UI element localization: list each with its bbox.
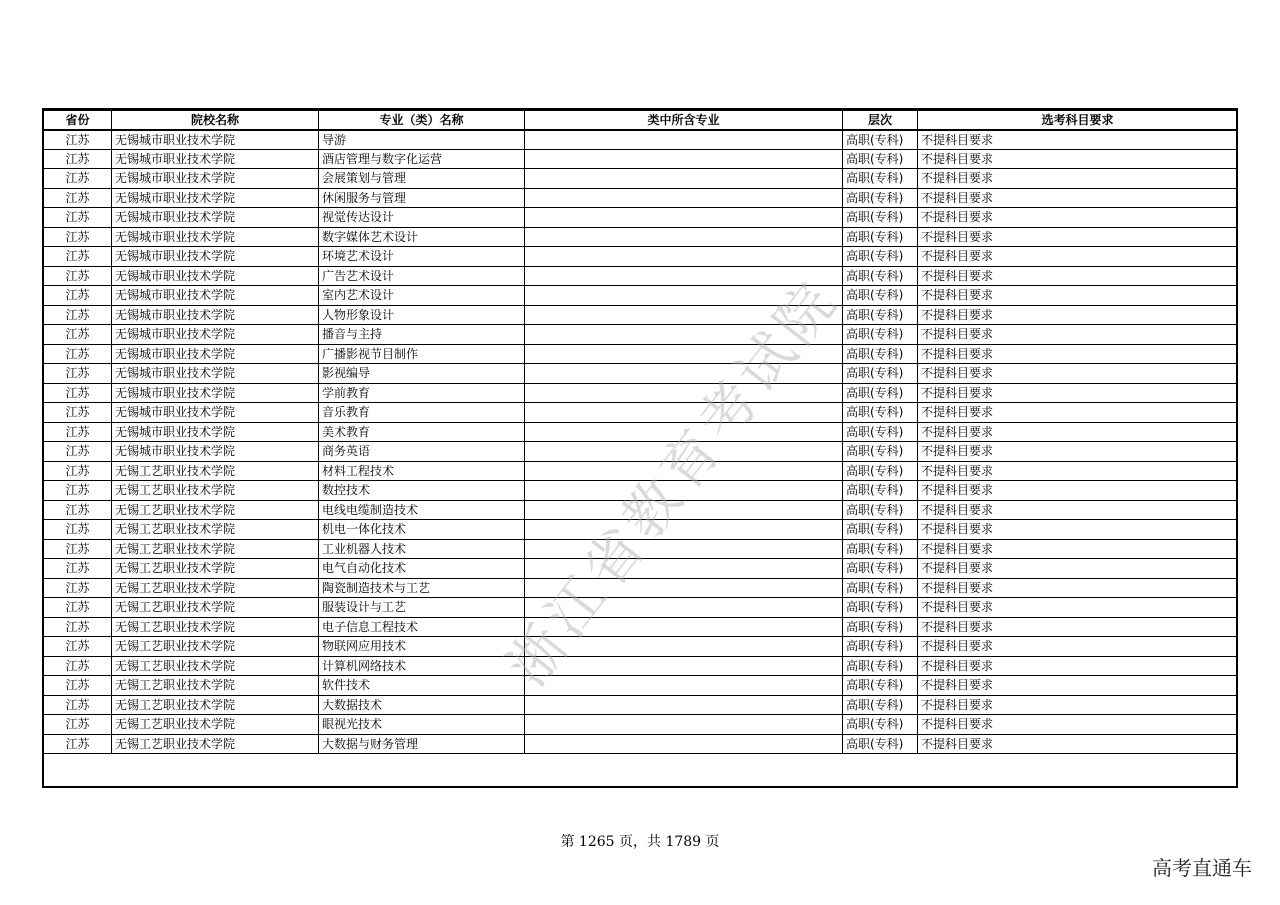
cell-major: 陶瓷制造技术与工艺 (319, 578, 525, 598)
cell-province: 江苏 (44, 656, 112, 676)
header-school: 院校名称 (112, 110, 319, 130)
cell-school: 无锡城市职业技术学院 (112, 422, 319, 442)
cell-included-majors (525, 442, 843, 462)
cell-province: 江苏 (44, 481, 112, 501)
cell-level: 高职(专科) (843, 266, 918, 286)
cell-included-majors (525, 208, 843, 228)
cell-school: 无锡工艺职业技术学院 (112, 617, 319, 637)
cell-level: 高职(专科) (843, 656, 918, 676)
table-row (44, 325, 1238, 345)
cell-included-majors (525, 598, 843, 618)
cell-included-majors (525, 247, 843, 267)
cell-level: 高职(专科) (843, 617, 918, 637)
cell-province: 江苏 (44, 208, 112, 228)
cell-school: 无锡城市职业技术学院 (112, 130, 319, 150)
cell-school: 无锡工艺职业技术学院 (112, 598, 319, 618)
table-row (44, 266, 1238, 286)
cell-included-majors (525, 403, 843, 423)
cell-subject-requirement: 不提科目要求 (918, 656, 1238, 676)
table-row (44, 442, 1238, 462)
cell-province: 江苏 (44, 520, 112, 540)
cell-included-majors (525, 578, 843, 598)
page-footer: 第 1265 页，共 1789 页 (560, 834, 720, 850)
cell-school: 无锡工艺职业技术学院 (112, 461, 319, 481)
table-row (44, 734, 1238, 754)
cell-level: 高职(专科) (843, 500, 918, 520)
cell-major: 大数据技术 (319, 695, 525, 715)
cell-level: 高职(专科) (843, 442, 918, 462)
cell-included-majors (525, 461, 843, 481)
cell-major: 软件技术 (319, 676, 525, 696)
cell-included-majors (525, 344, 843, 364)
table-row (44, 344, 1238, 364)
header-level: 层次 (843, 110, 918, 130)
cell-province: 江苏 (44, 637, 112, 657)
cell-subject-requirement: 不提科目要求 (918, 130, 1238, 150)
cell-school: 无锡城市职业技术学院 (112, 247, 319, 267)
cell-school: 无锡工艺职业技术学院 (112, 676, 319, 696)
cell-school: 无锡城市职业技术学院 (112, 305, 319, 325)
cell-level: 高职(专科) (843, 695, 918, 715)
cell-school: 无锡城市职业技术学院 (112, 344, 319, 364)
table-row (44, 305, 1238, 325)
cell-level: 高职(专科) (843, 169, 918, 189)
cell-province: 江苏 (44, 344, 112, 364)
table-row (44, 481, 1238, 501)
cell-province: 江苏 (44, 539, 112, 559)
cell-school: 无锡城市职业技术学院 (112, 383, 319, 403)
cell-level: 高职(专科) (843, 422, 918, 442)
cell-subject-requirement: 不提科目要求 (918, 325, 1238, 345)
header-subject-requirement: 选考科目要求 (918, 110, 1238, 130)
table-row (44, 149, 1238, 169)
table-row (44, 559, 1238, 579)
cell-subject-requirement: 不提科目要求 (918, 286, 1238, 306)
cell-school: 无锡城市职业技术学院 (112, 442, 319, 462)
table-row (44, 676, 1238, 696)
table-row (44, 520, 1238, 540)
header-included-majors: 类中所含专业 (525, 110, 843, 130)
cell-included-majors (525, 169, 843, 189)
cell-school: 无锡工艺职业技术学院 (112, 715, 319, 735)
table-row (44, 598, 1238, 618)
cell-subject-requirement: 不提科目要求 (918, 344, 1238, 364)
cell-level: 高职(专科) (843, 715, 918, 735)
cell-province: 江苏 (44, 442, 112, 462)
cell-province: 江苏 (44, 578, 112, 598)
cell-included-majors (525, 383, 843, 403)
cell-subject-requirement: 不提科目要求 (918, 442, 1238, 462)
table-header-row (44, 110, 1238, 130)
cell-province: 江苏 (44, 325, 112, 345)
cell-major: 大数据与财务管理 (319, 734, 525, 754)
cell-province: 江苏 (44, 247, 112, 267)
cell-major: 学前教育 (319, 383, 525, 403)
cell-school: 无锡工艺职业技术学院 (112, 637, 319, 657)
cell-province: 江苏 (44, 500, 112, 520)
cell-subject-requirement: 不提科目要求 (918, 247, 1238, 267)
cell-province: 江苏 (44, 266, 112, 286)
cell-province: 江苏 (44, 383, 112, 403)
cell-major: 影视编导 (319, 364, 525, 384)
cell-included-majors (525, 227, 843, 247)
cell-level: 高职(专科) (843, 247, 918, 267)
cell-province: 江苏 (44, 188, 112, 208)
cell-province: 江苏 (44, 734, 112, 754)
table-row (44, 578, 1238, 598)
cell-level: 高职(专科) (843, 481, 918, 501)
cell-major: 广告艺术设计 (319, 266, 525, 286)
cell-major: 电气自动化技术 (319, 559, 525, 579)
cell-included-majors (525, 266, 843, 286)
cell-included-majors (525, 188, 843, 208)
cell-level: 高职(专科) (843, 637, 918, 657)
cell-level: 高职(专科) (843, 130, 918, 150)
cell-school: 无锡工艺职业技术学院 (112, 695, 319, 715)
cell-included-majors (525, 676, 843, 696)
cell-major: 休闲服务与管理 (319, 188, 525, 208)
cell-included-majors (525, 500, 843, 520)
cell-subject-requirement: 不提科目要求 (918, 461, 1238, 481)
cell-major: 导游 (319, 130, 525, 150)
table-row (44, 422, 1238, 442)
cell-province: 江苏 (44, 715, 112, 735)
cell-school: 无锡城市职业技术学院 (112, 364, 319, 384)
cell-level: 高职(专科) (843, 559, 918, 579)
cell-subject-requirement: 不提科目要求 (918, 539, 1238, 559)
admission-table (43, 109, 1238, 754)
cell-school: 无锡城市职业技术学院 (112, 227, 319, 247)
cell-province: 江苏 (44, 676, 112, 696)
cell-included-majors (525, 539, 843, 559)
cell-subject-requirement: 不提科目要求 (918, 305, 1238, 325)
table-row (44, 461, 1238, 481)
cell-school: 无锡城市职业技术学院 (112, 325, 319, 345)
table-row (44, 169, 1238, 189)
cell-included-majors (525, 637, 843, 657)
table-row (44, 227, 1238, 247)
cell-subject-requirement: 不提科目要求 (918, 578, 1238, 598)
cell-level: 高职(专科) (843, 578, 918, 598)
table-row (44, 715, 1238, 735)
cell-school: 无锡工艺职业技术学院 (112, 578, 319, 598)
cell-school: 无锡城市职业技术学院 (112, 286, 319, 306)
cell-subject-requirement: 不提科目要求 (918, 637, 1238, 657)
cell-level: 高职(专科) (843, 598, 918, 618)
cell-major: 电子信息工程技术 (319, 617, 525, 637)
cell-province: 江苏 (44, 559, 112, 579)
cell-level: 高职(专科) (843, 188, 918, 208)
table-row (44, 637, 1238, 657)
cell-included-majors (525, 481, 843, 501)
cell-subject-requirement: 不提科目要求 (918, 617, 1238, 637)
cell-subject-requirement: 不提科目要求 (918, 734, 1238, 754)
cell-subject-requirement: 不提科目要求 (918, 559, 1238, 579)
cell-subject-requirement: 不提科目要求 (918, 715, 1238, 735)
cell-province: 江苏 (44, 598, 112, 618)
cell-school: 无锡城市职业技术学院 (112, 208, 319, 228)
table-row (44, 539, 1238, 559)
cell-subject-requirement: 不提科目要求 (918, 520, 1238, 540)
cell-major: 播音与主持 (319, 325, 525, 345)
cell-level: 高职(专科) (843, 149, 918, 169)
cell-level: 高职(专科) (843, 520, 918, 540)
table-row (44, 364, 1238, 384)
cell-major: 眼视光技术 (319, 715, 525, 735)
header-major: 专业（类）名称 (319, 110, 525, 130)
cell-level: 高职(专科) (843, 403, 918, 423)
cell-level: 高职(专科) (843, 286, 918, 306)
cell-school: 无锡城市职业技术学院 (112, 266, 319, 286)
cell-major: 电线电缆制造技术 (319, 500, 525, 520)
table-row (44, 695, 1238, 715)
table-row (44, 130, 1238, 150)
cell-included-majors (525, 734, 843, 754)
cell-school: 无锡工艺职业技术学院 (112, 734, 319, 754)
cell-level: 高职(专科) (843, 383, 918, 403)
cell-major: 室内艺术设计 (319, 286, 525, 306)
cell-major: 物联网应用技术 (319, 637, 525, 657)
cell-province: 江苏 (44, 695, 112, 715)
cell-subject-requirement: 不提科目要求 (918, 266, 1238, 286)
cell-major: 人物形象设计 (319, 305, 525, 325)
cell-subject-requirement: 不提科目要求 (918, 383, 1238, 403)
cell-province: 江苏 (44, 130, 112, 150)
cell-major: 计算机网络技术 (319, 656, 525, 676)
cell-subject-requirement: 不提科目要求 (918, 481, 1238, 501)
cell-subject-requirement: 不提科目要求 (918, 169, 1238, 189)
cell-included-majors (525, 520, 843, 540)
cell-province: 江苏 (44, 149, 112, 169)
cell-province: 江苏 (44, 461, 112, 481)
table-row (44, 383, 1238, 403)
watermark: 浙江省教育考试院 (495, 267, 852, 699)
cell-level: 高职(专科) (843, 305, 918, 325)
table-row (44, 188, 1238, 208)
cell-included-majors (525, 130, 843, 150)
cell-school: 无锡工艺职业技术学院 (112, 656, 319, 676)
cell-province: 江苏 (44, 305, 112, 325)
cell-included-majors (525, 364, 843, 384)
cell-major: 广播影视节目制作 (319, 344, 525, 364)
cell-major: 音乐教育 (319, 403, 525, 423)
cell-school: 无锡城市职业技术学院 (112, 403, 319, 423)
cell-province: 江苏 (44, 169, 112, 189)
header-province: 省份 (44, 110, 112, 130)
cell-major: 美术教育 (319, 422, 525, 442)
cell-province: 江苏 (44, 422, 112, 442)
cell-level: 高职(专科) (843, 364, 918, 384)
cell-subject-requirement: 不提科目要求 (918, 149, 1238, 169)
cell-subject-requirement: 不提科目要求 (918, 676, 1238, 696)
cell-major: 服装设计与工艺 (319, 598, 525, 618)
table-row (44, 617, 1238, 637)
cell-subject-requirement: 不提科目要求 (918, 422, 1238, 442)
cell-subject-requirement: 不提科目要求 (918, 188, 1238, 208)
cell-school: 无锡工艺职业技术学院 (112, 539, 319, 559)
cell-school: 无锡城市职业技术学院 (112, 188, 319, 208)
cell-included-majors (525, 149, 843, 169)
cell-included-majors (525, 286, 843, 306)
cell-major: 数字媒体艺术设计 (319, 227, 525, 247)
table-row (44, 656, 1238, 676)
cell-major: 会展策划与管理 (319, 169, 525, 189)
cell-subject-requirement: 不提科目要求 (918, 364, 1238, 384)
cell-subject-requirement: 不提科目要求 (918, 500, 1238, 520)
cell-school: 无锡城市职业技术学院 (112, 169, 319, 189)
cell-school: 无锡工艺职业技术学院 (112, 481, 319, 501)
corner-logo: 高考直通车 (1152, 856, 1252, 880)
table-row (44, 286, 1238, 306)
cell-subject-requirement: 不提科目要求 (918, 598, 1238, 618)
table-row (44, 247, 1238, 267)
cell-school: 无锡工艺职业技术学院 (112, 520, 319, 540)
cell-subject-requirement: 不提科目要求 (918, 208, 1238, 228)
cell-major: 酒店管理与数字化运营 (319, 149, 525, 169)
table-row (44, 403, 1238, 423)
cell-major: 环境艺术设计 (319, 247, 525, 267)
cell-level: 高职(专科) (843, 344, 918, 364)
cell-subject-requirement: 不提科目要求 (918, 403, 1238, 423)
cell-included-majors (525, 617, 843, 637)
cell-subject-requirement: 不提科目要求 (918, 695, 1238, 715)
cell-included-majors (525, 422, 843, 442)
cell-major: 数控技术 (319, 481, 525, 501)
cell-level: 高职(专科) (843, 227, 918, 247)
cell-province: 江苏 (44, 403, 112, 423)
cell-province: 江苏 (44, 364, 112, 384)
cell-major: 视觉传达设计 (319, 208, 525, 228)
cell-school: 无锡城市职业技术学院 (112, 149, 319, 169)
cell-school: 无锡工艺职业技术学院 (112, 500, 319, 520)
cell-major: 工业机器人技术 (319, 539, 525, 559)
cell-subject-requirement: 不提科目要求 (918, 227, 1238, 247)
cell-level: 高职(专科) (843, 539, 918, 559)
cell-level: 高职(专科) (843, 325, 918, 345)
cell-major: 商务英语 (319, 442, 525, 462)
cell-major: 材料工程技术 (319, 461, 525, 481)
cell-included-majors (525, 656, 843, 676)
cell-included-majors (525, 559, 843, 579)
cell-province: 江苏 (44, 227, 112, 247)
cell-included-majors (525, 325, 843, 345)
cell-included-majors (525, 715, 843, 735)
table-row (44, 500, 1238, 520)
cell-level: 高职(专科) (843, 208, 918, 228)
cell-level: 高职(专科) (843, 461, 918, 481)
cell-school: 无锡工艺职业技术学院 (112, 559, 319, 579)
cell-level: 高职(专科) (843, 734, 918, 754)
table-row (44, 208, 1238, 228)
cell-province: 江苏 (44, 286, 112, 306)
cell-province: 江苏 (44, 617, 112, 637)
cell-level: 高职(专科) (843, 676, 918, 696)
cell-major: 机电一体化技术 (319, 520, 525, 540)
cell-included-majors (525, 695, 843, 715)
cell-included-majors (525, 305, 843, 325)
